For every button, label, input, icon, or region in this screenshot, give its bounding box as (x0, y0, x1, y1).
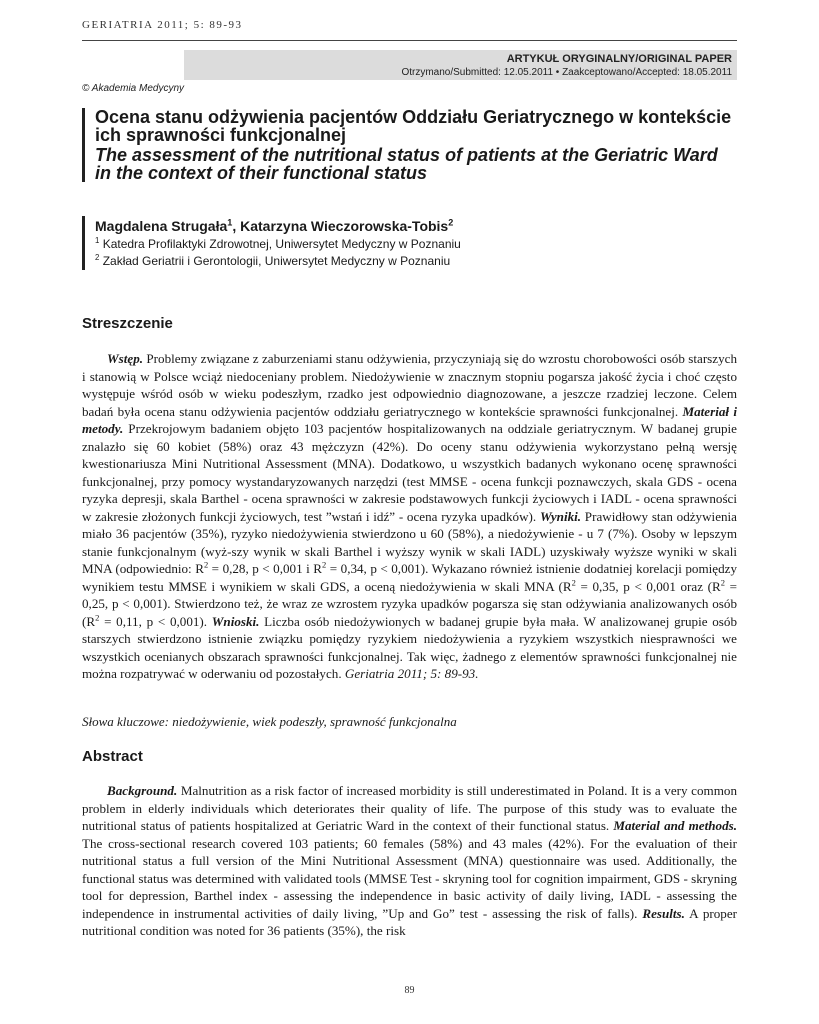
author-list (95, 216, 737, 236)
author-affiliation-number: 1 (227, 217, 233, 228)
paragraph-text: The cross-sectional research covered 103 patients; 60 females (58%) and 43 males (42%). For the evaluation of their nutritional status a full version of the Mini Nutritional Assessment (MNA) questionnaire was used. Additionally, the functional status was determined with validated tools (MMSE Test - skryning tool for cognition impairment, GDS - skryning tool for depression, Barthel index - assessing the independence in basic activity of daily living, IADL - assessing the independence in instrumental activities of daily living, ”Up and Go” test - assessing the risk of falls). (82, 835, 737, 921)
affiliation (95, 236, 737, 253)
submission-dates: Otrzymano/Submitted: 12.05.2011 • Zaakceptowano/Accepted: 18.05.2011 (401, 67, 732, 78)
paragraph-text: Prawidłowy stan odżywienia miało 36 pacjentów (35%), ryzyko niedożywienia stwierdzono u 60 (58%), a niedożywienie - u 7 (7%). Osoby w lepszym stanie funkcjonalnym (wyż-szy wynik w skali Barthel i wyższy wynik w skali IADL) uzyskiwały wyższe wyniki w skali MNA (odpowiednio: R (82, 508, 737, 576)
author-name: Katarzyna Wieczorowska-Tobis (240, 218, 449, 234)
citation: Geriatria 2011; 5: 89-93. (344, 666, 479, 681)
paragraph-text: = 0,35, p < 0,001 oraz (R (575, 578, 721, 594)
paragraph-text: A proper nutritional condition was noted for 36 patients (35%), the risk (82, 905, 737, 938)
journal-header: GERIATRIA 2011; 5: 89-93 (82, 19, 243, 31)
superscript: 2 (95, 612, 100, 623)
paragraph-text: = 0,34, p < 0,001). Wykazano również istnienie dodatniej korelacji pomiędzy wynikiem testu MMSE i wynikiem w skali GDS, a oceną niedożywienia w skali MNA (R (82, 561, 737, 594)
article-type: ARTYKUŁ ORYGINALNY/ORIGINAL PAPER (506, 53, 732, 65)
affiliation-text: Zakład Geriatrii i Gerontologii, Uniwersytet Medyczny w Poznaniu (102, 254, 451, 268)
title-block (82, 108, 737, 182)
affiliation-text: Katedra Profilaktyki Zdrowotnej, Uniwersytet Medyczny w Poznaniu (102, 237, 461, 251)
paragraph-text: Liczba osób niedożywionych w badanej grupie była mała. W analizowanej grupie osób starszych stwierdzono istnienie związku pomiędzy ryzykiem niedożywienia a ryzykiem wszystkich niesprawności we wszystkich ocenianych obszarach sprawności funkcjonalnej. Tak więc, żadnego z elementów sprawności funkcjonalnej nie można rozpatrywać w oderwaniu od pozostałych. (82, 613, 737, 681)
section-label: Wstęp. (107, 351, 144, 366)
abstract-body (82, 782, 737, 940)
paragraph-text: Malnutrition as a risk factor of increased morbidity is still underestimated in Poland. It is a very common problem in elderly individuals which deteriorates their quality of life. The purpose of this study was to evaluate the nutritional status of patients hospitalized at Geriatric Ward in the context of their functional status. (82, 783, 737, 833)
section-label: Wyniki. (539, 508, 582, 524)
abstract-heading: Abstract (82, 748, 143, 765)
paragraph-text: = 0,11, p < 0,001). (99, 613, 212, 629)
section-label: Results. (642, 905, 685, 921)
page-number: 89 (404, 985, 415, 996)
header-rule (82, 40, 737, 41)
keywords: Słowa kluczowe: niedożywienie, wiek podeszły, sprawność funkcjonalna (82, 714, 457, 729)
streszczenie-heading: Streszczenie (82, 315, 173, 332)
affiliation-number: 2 (95, 253, 100, 262)
section-label: Wnioski. (211, 613, 260, 629)
affiliation (95, 253, 737, 270)
superscript: 2 (203, 559, 209, 570)
author-separator: , (232, 218, 241, 234)
paragraph-text: = 0,25, p < 0,001). Stwierdzono też, że wraz ze wzrostem ryzyka upadków pogarsza się stan odżywiania analizowanych osób (R (82, 578, 737, 629)
authors-block (82, 216, 737, 270)
superscript: 2 (322, 559, 327, 570)
affiliation-number: 1 (95, 236, 100, 245)
article-type-box (184, 50, 737, 80)
paragraph-text: Przekrojowym badaniem objęto 103 pacjentów hospitalizowanych na oddziale geriatrycznym. W badanej grupie znalazło się 60 kobiet (58%) oraz 43 mężczyzn (42%). Do oceny stanu odżywienia wykorzystano pełną wersję kwestionariusza Mini Nutritional Assessment (MNA). Dodatkowo, u wszystkich badanych wykonano ocenę sprawności funkcjonalnej, przy pomocy wystandaryzowanych narzędzi (test MMSE - ocena funkcji poznawczych, skala GDS - ocena ryzyka depresji, skala Barthel - ocena sprawności w zakresie podstawowych funkcji życiowych i IADL - ocena sprawności w zakresie złożonych funkcji życiowych, test ”wstań i idź” - ocena ryzyka upadków). (82, 421, 737, 524)
section-label: Materiał i metody. (82, 403, 737, 436)
superscript: 2 (720, 577, 725, 588)
section-label: Material and methods. (613, 818, 738, 833)
author-affiliation-number: 2 (448, 217, 454, 228)
superscript: 2 (571, 577, 576, 588)
streszczenie-body (82, 350, 737, 683)
title-english: The assessment of the nutritional status of patients at the Geriatric Ward in the context of their functional status (95, 145, 718, 183)
title-polish: Ocena stanu odżywienia pacjentów Oddziału Geriatrycznego w kontekście ich sprawności funkcjonalnej (95, 107, 732, 145)
paragraph-text: Problemy związane z zaburzeniami stanu odżywienia, przyczyniają się do wzrostu chorobowości osób starszych i stanowią w Polsce wciąż niedoceniany problem. Niedożywienie w znacznym stopniu pogarsza jakość życia i choć często występuje wśród osób w wieku podeszłym, rzadko jest odpowiednio diagnozowane, a jeszcze rzadziej leczone. Celem badań była ocena stanu odżywienia pacjentów oddziału geriatrycznego w kontekście sprawności funkcjonalnej. (82, 351, 737, 419)
copyright: © Akademia Medycyny (82, 83, 185, 94)
author-name: Magdalena Strugała (95, 218, 228, 234)
paragraph-text: = 0,28, p < 0,001 i R (208, 561, 323, 576)
section-label: Background. (107, 783, 178, 798)
